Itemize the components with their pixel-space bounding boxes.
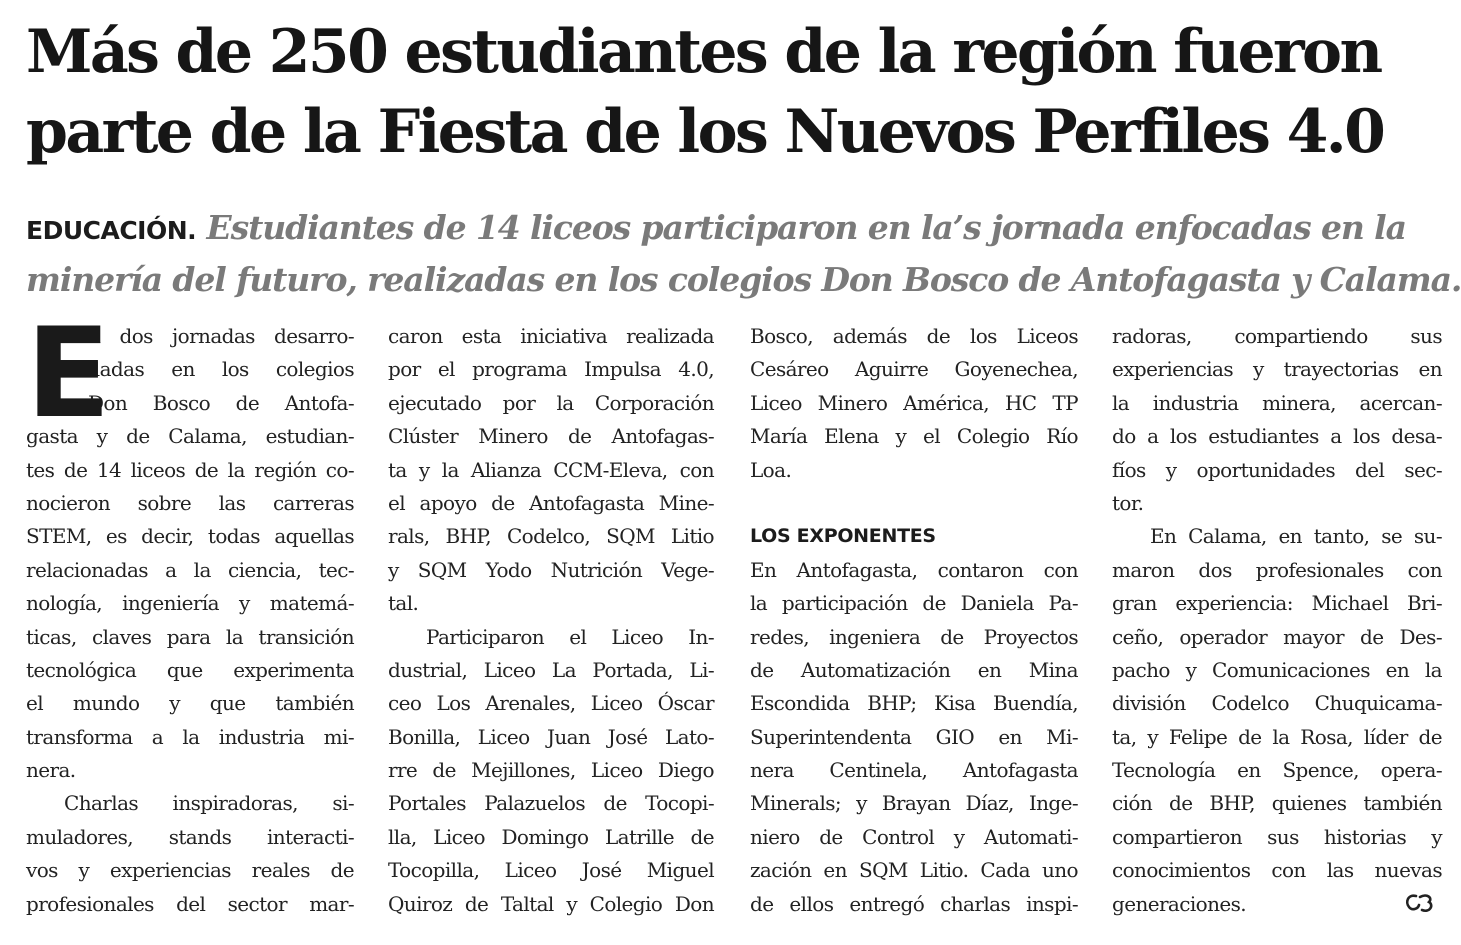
headline-line-1: Más de 250 estudiantes de la región fueron [26, 17, 1381, 87]
text-line: Superintendenta GIO en Mi- [750, 724, 1078, 749]
text-line: por el programa Impulsa 4.0, [388, 357, 714, 382]
text-line: Bonilla, Liceo Juan José Lato- [388, 724, 714, 749]
text-line: Participaron el Liceo In- [426, 624, 714, 649]
headline [26, 12, 1446, 172]
text-line: Cesáreo Aguirre Goyenechea, [750, 357, 1078, 382]
text-line: y SQM Yodo Nutrición Vege- [388, 557, 714, 582]
text-line: Don Bosco de Antofa- [88, 390, 354, 415]
text-line: Tecnología en Spence, opera- [1112, 758, 1442, 783]
text-line: muladores, stands interacti- [26, 824, 354, 849]
text-line: do a los estudiantes a los desa- [1112, 424, 1442, 449]
text-line: Bosco, además de los Liceos [750, 324, 1078, 348]
text-line: zación en SQM Litio. Cada uno [750, 858, 1078, 883]
text-line: Quiroz de Taltal y Colegio Don [388, 891, 714, 916]
paragraph-gap [750, 487, 1078, 520]
text-line: rre de Mejillones, Liceo Diego [388, 758, 714, 783]
text-line: de Automatización en Mina [750, 657, 1078, 682]
text-line: Portales Palazuelos de Tocopi- [388, 791, 714, 816]
text-line: n dos jornadas desarro- [88, 324, 354, 348]
text-line: ceño, operador mayor de Des- [1112, 624, 1442, 649]
text-line: ceo Los Arenales, Liceo Óscar [388, 691, 714, 716]
text-line: gran experiencia: Michael Bri- [1112, 591, 1442, 616]
text-line: caron esta iniciativa realizada [388, 324, 714, 348]
deck-line-1 [26, 203, 1446, 255]
text-line: ción de BHP, quienes también [1112, 791, 1442, 816]
text-line: En Calama, en tanto, se su- [1150, 524, 1442, 549]
text-line: relacionadas a la ciencia, tec- [26, 557, 354, 582]
deck-line-2: minería del futuro, realizadas en los colegios Don Bosco de Antofagasta y Calama. [26, 260, 1461, 299]
text-line: pacho y Comunicaciones en la [1112, 657, 1442, 682]
text-line: conocimientos con las nuevas [1112, 858, 1442, 883]
text-line: nocieron sobre las carreras [26, 490, 354, 515]
text-line: dustrial, Liceo La Portada, Li- [388, 657, 714, 682]
text-line: Clúster Minero de Antofagas- [388, 424, 714, 449]
text-line: STEM, es decir, todas aquellas [26, 524, 354, 549]
text-line: el apoyo de Antofagasta Mine- [388, 490, 714, 515]
deck-text-1: Estudiantes de 14 liceos participaron en la’s jornada enfocadas en la [206, 208, 1406, 247]
end-of-article-icon [1402, 888, 1436, 918]
text-line: Loa. [750, 457, 792, 482]
text-line: tor. [1112, 490, 1144, 515]
text-line: transforma a la industria mi- [26, 724, 354, 749]
headline-line-2: parte de la Fiesta de los Nuevos Perfiles 4.0 [26, 97, 1384, 167]
text-line: Minerals; y Brayan Díaz, Inge- [750, 791, 1078, 816]
dropcap: E [26, 302, 111, 446]
text-line: Escondida BHP; Kisa Buendía, [750, 691, 1078, 716]
text-line: tes de 14 liceos de la región co- [26, 457, 354, 482]
text-line: maron dos profesionales con [1112, 557, 1442, 582]
text-line: nera. [26, 758, 76, 783]
text-line: la industria minera, acercan- [1112, 390, 1442, 415]
text-line: lladas en los colegios [88, 357, 354, 382]
text-line: ticas, claves para la transición [26, 624, 354, 649]
section-subhead: LOS EXPONENTES [750, 525, 936, 548]
text-line: redes, ingeniera de Proyectos [750, 624, 1078, 649]
text-line: lla, Liceo Domingo Latrille de [388, 824, 714, 849]
text-line: experiencias y trayectorias en [1112, 357, 1442, 382]
text-line: compartieron sus historias y [1112, 824, 1442, 849]
text-line: En Antofagasta, contaron con [750, 557, 1078, 582]
text-line: Tocopilla, Liceo José Miguel [388, 858, 714, 883]
text-line: de ellos entregó charlas inspi- [750, 891, 1078, 916]
article-column-4 [1112, 320, 1442, 921]
text-line: la participación de Daniela Pa- [750, 591, 1078, 616]
text-line: tal. [388, 591, 419, 616]
text-line: vos y experiencias reales de [26, 858, 354, 883]
text-line: nología, ingeniería y matemá- [26, 591, 354, 616]
text-line: ejecutado por la Corporación [388, 390, 714, 415]
article-column-1 [26, 302, 354, 921]
text-line: niero de Control y Automati- [750, 824, 1078, 849]
text-line: nera Centinela, Antofagasta [750, 758, 1078, 783]
text-line: fíos y oportunidades del sec- [1112, 457, 1442, 482]
text-line: Liceo Minero América, HC TP [750, 390, 1078, 415]
text-line: radoras, compartiendo sus [1112, 324, 1442, 348]
text-line: gasta y de Calama, estudian- [26, 424, 354, 449]
text-line: Charlas inspiradoras, si- [64, 791, 354, 816]
text-line: ta, y Felipe de la Rosa, líder de [1112, 724, 1442, 749]
article-column-2 [388, 320, 714, 921]
text-line: rals, BHP, Codelco, SQM Litio [388, 524, 714, 549]
text-line: tecnológica que experimenta [26, 657, 354, 682]
section-kicker: EDUCACIÓN. [26, 216, 197, 245]
text-line: división Codelco Chuquicama- [1112, 691, 1442, 716]
deck-subtitle [26, 203, 1461, 304]
text-line: profesionales del sector mar- [26, 891, 354, 916]
text-line: María Elena y el Colegio Río [750, 424, 1078, 449]
text-line: generaciones. [1112, 891, 1247, 916]
article-column-3 [750, 320, 1078, 921]
text-line: el mundo y que también [26, 691, 354, 716]
text-line: ta y la Alianza CCM-Eleva, con [388, 457, 714, 482]
